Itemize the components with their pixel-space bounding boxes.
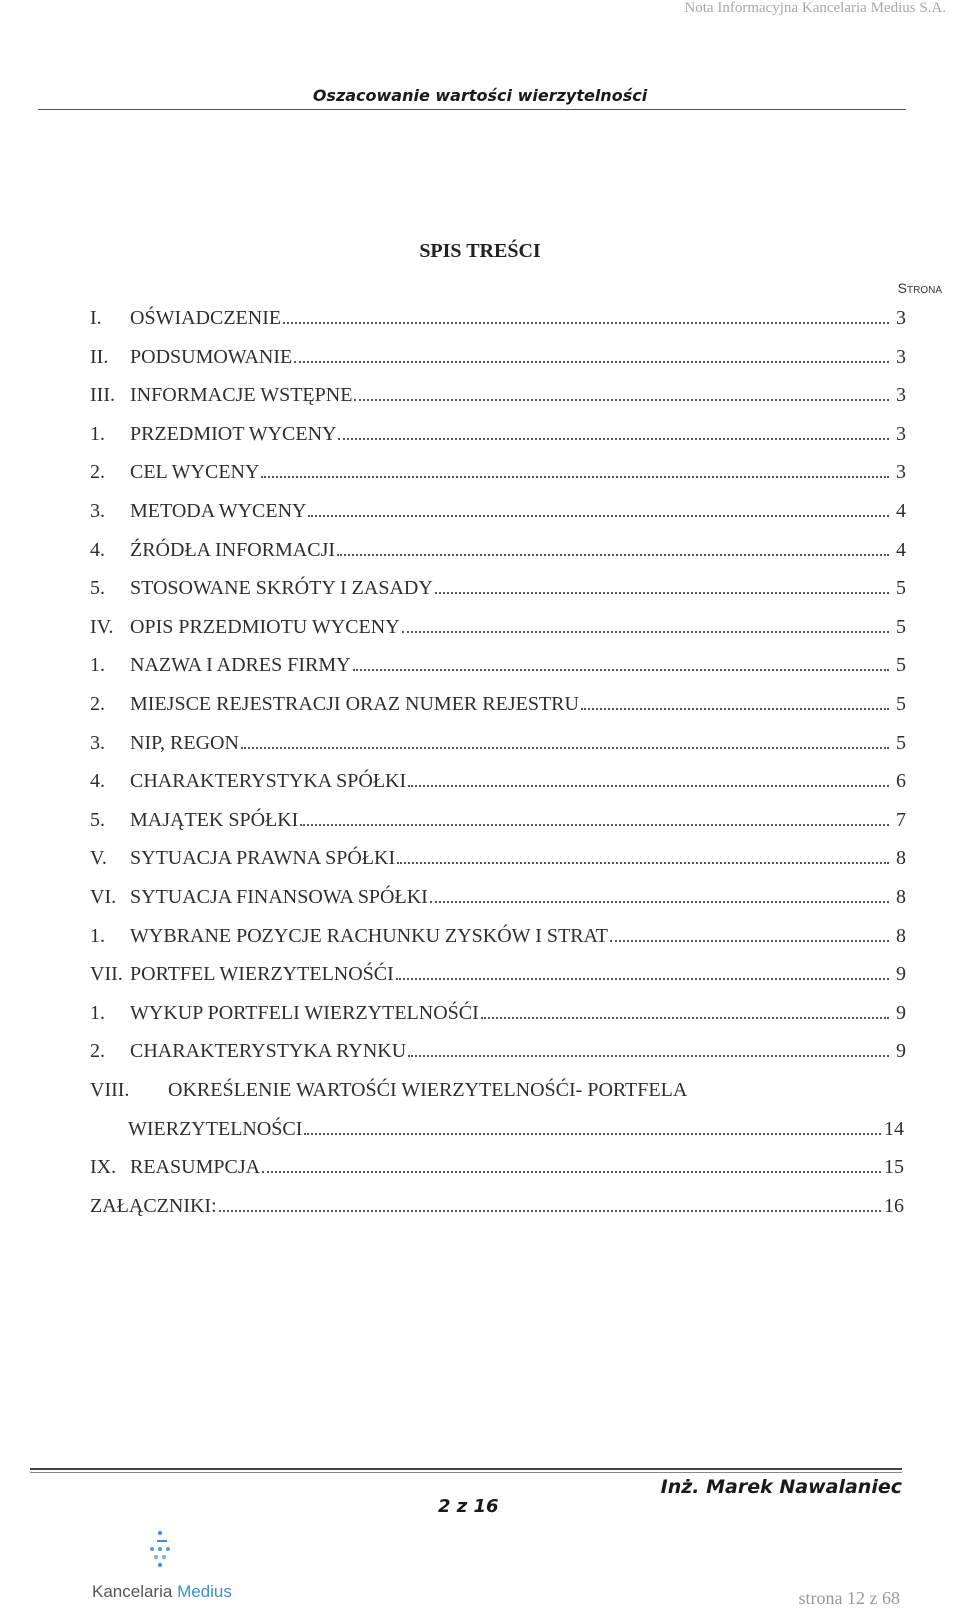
- toc-entry-number: VII.: [90, 963, 123, 986]
- toc-entry-title-continued: WIERZYTELNOŚCI: [128, 1117, 303, 1140]
- toc-entry: [90, 686, 906, 716]
- toc-entry: [90, 1072, 930, 1102]
- toc-entry-title: CHARAKTERYSTYKA SPÓŁKI: [130, 770, 407, 793]
- toc-entry-title: PORTFEL WIERZYTELNOŚĆI: [130, 963, 394, 986]
- toc-dot-leader: [397, 862, 889, 864]
- toc-dot-leader: [294, 361, 889, 363]
- toc-entry-title: SYTUACJA FINANSOWA SPÓŁKI: [130, 886, 428, 908]
- toc-entry-title: ŹRÓDŁA INFORMACJI: [130, 538, 336, 561]
- toc-dot-leader: [581, 708, 889, 710]
- toc-entry-title: REASUMPCJA: [130, 1156, 261, 1179]
- toc-dot-leader: [610, 940, 889, 942]
- toc-entry-title: CHARAKTERYSTYKA RYNKU: [130, 1040, 407, 1063]
- page-number: 2 z 16: [438, 1496, 499, 1517]
- toc-entry: [90, 454, 906, 484]
- toc-dot-leader: [308, 515, 889, 517]
- toc-dot-leader: [430, 901, 889, 903]
- toc-entry-page: 9: [896, 963, 906, 986]
- toc-heading: SPIS TREŚCI: [419, 240, 541, 262]
- toc-entry-title: CEL WYCENY: [130, 461, 260, 484]
- toc-entry: [90, 879, 906, 909]
- toc-dot-leader: [337, 554, 889, 556]
- toc-entry-number: 5.: [90, 808, 105, 831]
- toc-entry: [90, 493, 906, 523]
- toc-entry-number: 4.: [90, 770, 105, 793]
- toc-entry: [90, 300, 906, 330]
- toc-entry-page: 6: [896, 770, 906, 793]
- toc-entry-page: 3: [896, 384, 906, 407]
- toc-entry-title: WYKUP PORTFELI WIERZYTELNOŚĆI: [130, 1001, 479, 1024]
- toc-dot-leader: [304, 1133, 881, 1135]
- toc-entry-continuation: [128, 1111, 904, 1141]
- toc-entry-number: 2.: [90, 693, 105, 715]
- footer-divider: [30, 1468, 902, 1470]
- toc-entry-page: 5: [896, 693, 906, 715]
- brand-accent: Medius: [177, 1582, 232, 1601]
- toc-dot-leader: [396, 978, 889, 980]
- toc-entry-page: 3: [896, 422, 906, 445]
- page-column-label: Strona: [897, 280, 942, 296]
- brand-logo-text: [92, 1582, 232, 1602]
- toc-entry-title: SYTUACJA PRAWNA SPÓŁKI: [130, 847, 396, 870]
- toc-entry-title: METODA WYCENY: [130, 500, 307, 522]
- toc-entry-page: 5: [896, 731, 906, 754]
- toc-entry-number: 3.: [90, 731, 105, 754]
- toc-entry-page: 5: [896, 577, 906, 600]
- footer-divider-thin: [30, 1472, 902, 1473]
- toc-entry-page: 7: [896, 808, 906, 831]
- toc-entry-page: 4: [896, 500, 906, 522]
- toc-entry-number: V.: [90, 847, 107, 870]
- sheet-number: strona 12 z 68: [798, 1588, 900, 1608]
- toc-entry: [90, 570, 906, 600]
- toc-dot-leader: [262, 1171, 881, 1173]
- toc-entry: [90, 725, 906, 755]
- toc-entry: [90, 609, 906, 639]
- document-title: Oszacowanie wartości wierzytelności: [312, 86, 648, 105]
- toc-entry: [90, 1188, 904, 1218]
- toc-entry-page: 16: [884, 1194, 904, 1217]
- toc-entry-title: MAJĄTEK SPÓŁKI: [130, 808, 299, 831]
- toc-entry-title: OKREŚLENIE WARTOŚĆI WIERZYTELNOŚĆI- PORTFELA: [168, 1079, 688, 1101]
- toc-dot-leader: [408, 1055, 889, 1057]
- toc-entry-number: 1.: [90, 1001, 105, 1024]
- toc-entry-page: 14: [884, 1117, 904, 1140]
- toc-entry-number: 4.: [90, 538, 105, 561]
- toc-entry-title: OPIS PRZEDMIOTU WYCENY: [130, 615, 400, 638]
- title-divider: [38, 109, 906, 110]
- toc-entry-title: ZAŁĄCZNIKI:: [90, 1194, 217, 1217]
- toc-entry-title: MIEJSCE REJESTRACJI ORAZ NUMER REJESTRU: [130, 693, 579, 715]
- toc-entry-page: 4: [896, 538, 906, 561]
- toc-dot-leader: [283, 322, 889, 324]
- toc-dot-leader: [338, 438, 889, 440]
- toc-entry-number: VI.: [90, 886, 117, 908]
- toc-entry: [90, 956, 906, 986]
- toc-dot-leader: [481, 1017, 889, 1019]
- page-header: Nota Informacyjna Kancelaria Medius S.A.: [684, 0, 946, 16]
- toc-entry-number: III.: [90, 384, 115, 407]
- toc-entry-number: 3.: [90, 500, 105, 522]
- toc-entry-title: NAZWA I ADRES FIRMY: [130, 654, 351, 677]
- toc-dot-leader: [435, 592, 889, 594]
- toc-entry-number: 1.: [90, 924, 105, 947]
- toc-entry-number: 1.: [90, 654, 105, 677]
- toc-entry: [90, 532, 906, 562]
- toc-entry: [90, 1033, 906, 1063]
- toc-entry: [90, 416, 906, 446]
- toc-entry-page: 8: [896, 886, 906, 908]
- toc-entry-page: 3: [896, 461, 906, 484]
- toc-entry: [90, 377, 906, 407]
- toc-entry-number: IX.: [90, 1156, 117, 1179]
- toc-dot-leader: [241, 747, 889, 749]
- toc-entry: [90, 995, 906, 1025]
- toc-entry-number: II.: [90, 345, 109, 368]
- toc-dot-leader: [261, 476, 889, 478]
- toc-entry-number: 5.: [90, 577, 105, 600]
- toc-entry-number: 2.: [90, 461, 105, 484]
- toc-entry-title: INFORMACJE WSTĘPNE: [130, 384, 353, 407]
- toc-entry-title: STOSOWANE SKRÓTY I ZASADY: [130, 577, 433, 600]
- toc-entry-page: 5: [896, 654, 906, 677]
- toc-entry-page: 15: [884, 1156, 904, 1179]
- toc-entry-title: WYBRANE POZYCJE RACHUNKU ZYSKÓW I STRAT: [130, 924, 608, 947]
- toc-entry-title: PRZEDMIOT WYCENY: [130, 422, 337, 445]
- toc-dot-leader: [408, 785, 889, 787]
- toc-entry: [90, 918, 906, 948]
- toc-entry-page: 8: [896, 924, 906, 947]
- toc-entry-page: 9: [896, 1001, 906, 1024]
- toc-dot-leader: [300, 824, 889, 826]
- medius-dots-logo-icon: [148, 1530, 172, 1570]
- toc-entry-page: 3: [896, 307, 906, 329]
- toc-entry-title: PODSUMOWANIE: [130, 345, 293, 368]
- brand-prefix: Kancelaria: [92, 1582, 173, 1601]
- toc-entry: [90, 647, 906, 677]
- toc-entry-number: 2.: [90, 1040, 105, 1063]
- toc-entry-title: OŚWIADCZENIE: [130, 307, 282, 329]
- author-name: Inż. Marek Nawalaniec: [660, 1476, 902, 1498]
- toc-entry: [90, 802, 906, 832]
- toc-entry-page: 8: [896, 847, 906, 870]
- toc-entry-title: NIP, REGON: [130, 731, 239, 754]
- toc-entry-page: 3: [896, 345, 906, 368]
- toc-entry: [90, 763, 906, 793]
- toc-entry-page: 5: [896, 615, 906, 638]
- toc-dot-leader: [219, 1210, 881, 1212]
- toc-entry-number: 1.: [90, 422, 105, 445]
- toc-entry: [90, 1149, 904, 1179]
- toc-dot-leader: [354, 399, 889, 401]
- toc-entry: [90, 339, 906, 369]
- toc-entry-number: I.: [90, 307, 102, 329]
- toc-entry-number: VIII.: [90, 1079, 130, 1101]
- toc-entry-page: 9: [896, 1040, 906, 1063]
- toc-dot-leader: [402, 631, 889, 633]
- toc-dot-leader: [353, 669, 889, 671]
- toc-entry-number: IV.: [90, 615, 114, 638]
- toc-entry: [90, 840, 906, 870]
